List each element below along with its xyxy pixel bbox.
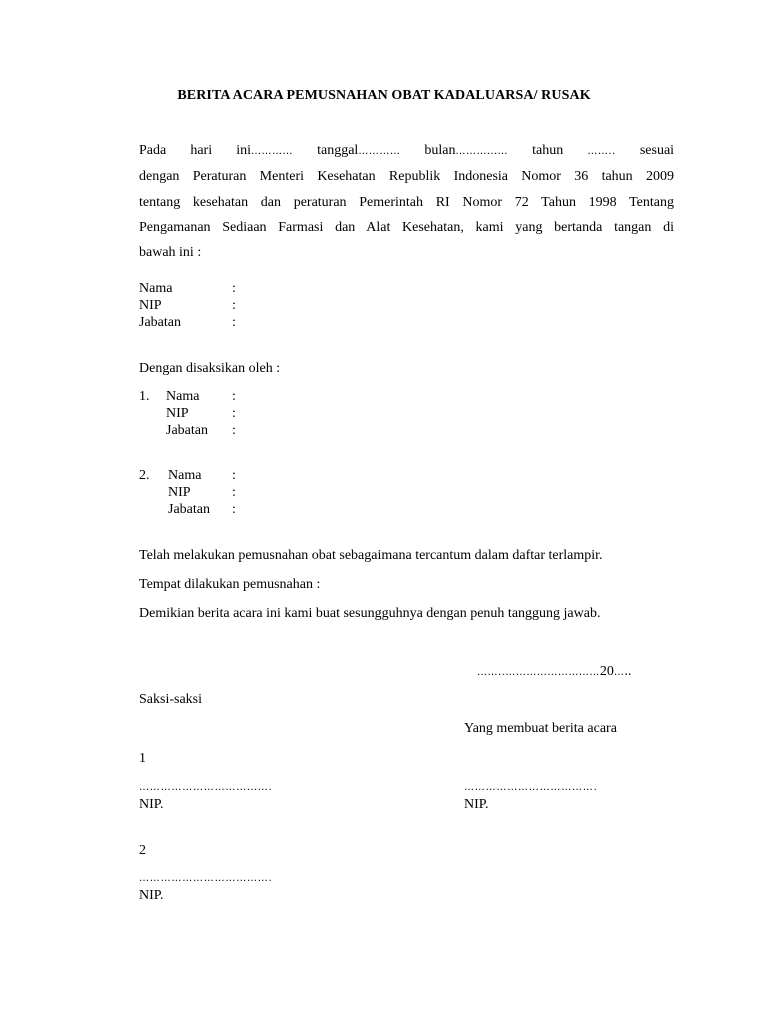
intro-word: sesuai — [639, 143, 675, 158]
date-year-prefix: 20 — [599, 664, 614, 679]
witness-1-nip-colon: : — [232, 406, 236, 421]
intro-word: bulan…………… — [424, 143, 509, 158]
intro-line-4: Pengamanan Sediaan Farmasi dan Alat Kesehatan, kami yang bertanda tangan di — [139, 220, 674, 235]
witness-2-nip-colon: : — [232, 485, 236, 500]
statement-place: Tempat dilakukan pemusnahan : — [139, 577, 321, 592]
witness-1-name-colon: : — [232, 389, 236, 404]
date-place-blank: ……..……………………… — [477, 667, 600, 678]
maker-label: Yang membuat berita acara — [464, 721, 617, 736]
document-title: BERITA ACARA PEMUSNAHAN OBAT KADALUARSA/ RUSAK — [177, 88, 591, 103]
intro-line-3: tentang kesehatan dan peraturan Pemerintah RI Nomor 72 Tahun 1998 Tentang — [139, 195, 674, 210]
intro-word: tanggal………… — [317, 143, 401, 158]
signer-name-label: Nama — [139, 281, 173, 296]
witnesses-label: Saksi-saksi — [139, 692, 202, 707]
signer-nip-label: NIP — [139, 298, 162, 313]
witness-intro: Dengan disaksikan oleh : — [139, 361, 281, 376]
intro-line-5: bawah ini : — [139, 245, 202, 260]
intro-word: ini………… — [236, 143, 293, 158]
witness-2-name-colon: : — [232, 468, 236, 483]
blank-bulan: …………… — [455, 146, 509, 157]
witness-1-name-label: Nama — [166, 389, 200, 404]
intro-word: hari — [190, 143, 213, 158]
signature-witness-1-line: ………………………………. — [139, 782, 273, 793]
statement-destroyed: Telah melakukan pemusnahan obat sebagaimana tercantum dalam daftar terlampir. — [139, 548, 603, 563]
witness-2-number: 2. — [139, 468, 150, 483]
signature-witness-2-number: 2 — [139, 843, 146, 858]
intro-word: tahun — [532, 143, 564, 158]
statement-closing: Demikian berita acara ini kami buat sesungguhnya dengan penuh tanggung jawab. — [139, 606, 601, 621]
signature-witness-1-number: 1 — [139, 751, 146, 766]
intro-line-1 — [139, 143, 674, 159]
witness-1-number: 1. — [139, 389, 150, 404]
signature-witness-1-nip: NIP. — [139, 797, 164, 812]
signature-maker-nip: NIP. — [464, 797, 489, 812]
signer-name-colon: : — [232, 281, 236, 296]
date-year-blank: … — [613, 667, 625, 678]
witness-2-position-label: Jabatan — [168, 502, 210, 517]
signature-witness-2-line: ………………………………. — [139, 873, 273, 884]
blank-tanggal: ………… — [358, 146, 401, 157]
signature-maker-line: ………………………………. — [464, 782, 598, 793]
witness-2-position-colon: : — [232, 502, 236, 517]
witness-2-name-label: Nama — [168, 468, 202, 483]
witness-1-nip-label: NIP — [166, 406, 189, 421]
date-line — [477, 664, 631, 680]
witness-2-nip-label: NIP — [168, 485, 191, 500]
signer-nip-colon: : — [232, 298, 236, 313]
intro-line-2: dengan Peraturan Menteri Kesehatan Republik Indonesia Nomor 36 tahun 2009 — [139, 169, 674, 184]
witness-1-position-colon: : — [232, 423, 236, 438]
blank-hari: ………… — [250, 146, 293, 157]
signature-witness-2-nip: NIP. — [139, 888, 164, 903]
signer-position-label: Jabatan — [139, 315, 181, 330]
witness-1-position-label: Jabatan — [166, 423, 208, 438]
blank-tahun: …….. — [587, 146, 616, 157]
signer-position-colon: : — [232, 315, 236, 330]
date-trail: .. — [624, 664, 632, 679]
intro-word: Pada — [139, 143, 167, 158]
